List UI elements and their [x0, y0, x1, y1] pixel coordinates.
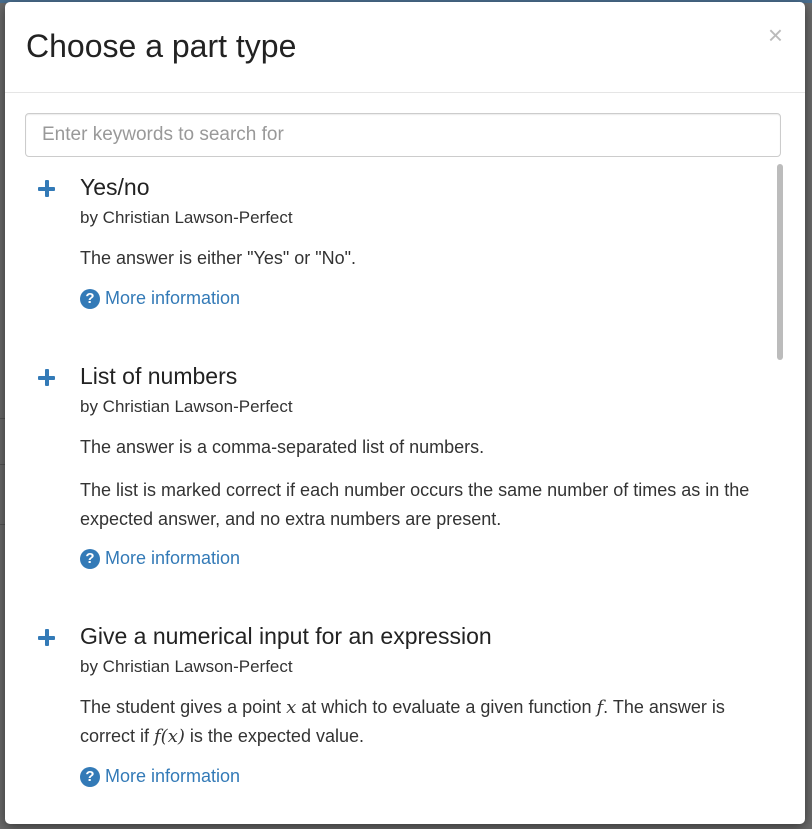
close-icon[interactable]: ×: [767, 20, 783, 50]
part-type-list[interactable]: [5, 162, 805, 824]
question-circle-icon: ?: [80, 289, 100, 309]
part-description: The answer is a comma-separated list of numbers.: [80, 437, 485, 457]
part-title: Yes/no: [80, 174, 150, 200]
part-author: by Christian Lawson-Perfect: [80, 208, 293, 227]
more-info-label: More information: [105, 288, 241, 308]
part-description: The list is marked correct if each number occurs the same number of times as in the expected answer, and no extra numbers are present.: [80, 480, 750, 529]
desc-text: at which to evaluate a given function: [296, 697, 597, 717]
plus-icon[interactable]: [38, 369, 56, 387]
desc-text: The student gives a point: [80, 697, 287, 717]
math-x: x: [286, 697, 297, 718]
part-title: Give a numerical input for an expression: [80, 623, 492, 649]
more-info-link[interactable]: [80, 548, 240, 569]
math-fx: f(x): [154, 726, 185, 747]
list-item: [5, 351, 775, 611]
more-info-label: More information: [105, 766, 241, 786]
list-item: [5, 611, 775, 824]
plus-icon[interactable]: [38, 629, 56, 647]
part-author: by Christian Lawson-Perfect: [80, 657, 293, 676]
question-circle-icon: ?: [80, 767, 100, 787]
scrollbar-thumb[interactable]: [777, 164, 783, 360]
part-type-modal: [5, 2, 805, 824]
more-info-link[interactable]: [80, 766, 240, 787]
list-item: [5, 162, 775, 352]
more-info-link[interactable]: [80, 288, 240, 309]
desc-text: . The answer is correct if: [80, 697, 725, 746]
part-author: by Christian Lawson-Perfect: [80, 397, 293, 416]
math-f: f: [596, 697, 604, 718]
more-info-label: More information: [105, 548, 241, 568]
modal-title: Choose a part type: [26, 28, 297, 64]
modal-header: [5, 2, 805, 93]
part-description: The answer is either "Yes" or "No".: [80, 248, 357, 268]
plus-icon[interactable]: [38, 180, 56, 198]
search-input[interactable]: [25, 113, 781, 157]
part-description: [80, 693, 770, 751]
part-title: List of numbers: [80, 363, 238, 389]
desc-text: is the expected value.: [184, 726, 364, 746]
scrollbar[interactable]: [777, 164, 783, 824]
question-circle-icon: ?: [80, 549, 100, 569]
